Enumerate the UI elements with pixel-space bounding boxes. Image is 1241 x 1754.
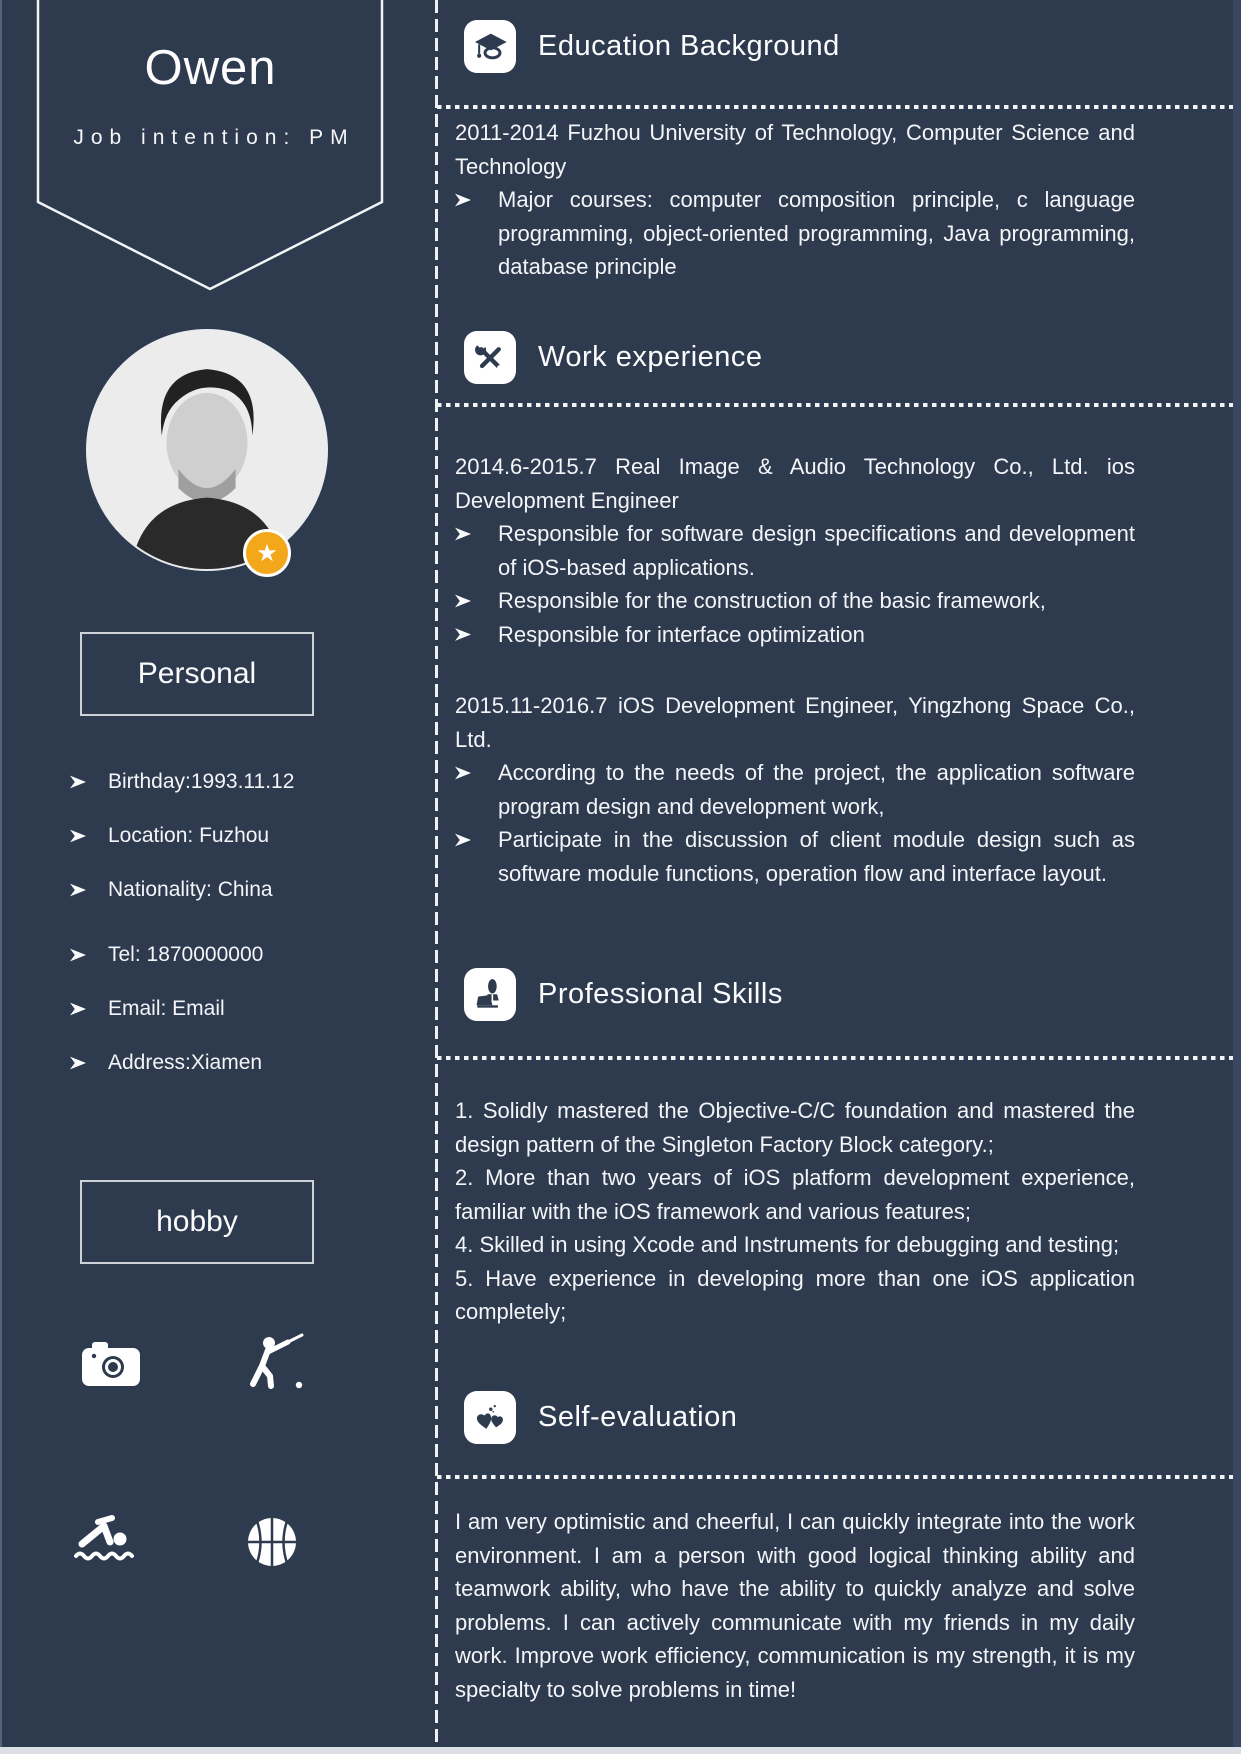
section-header-skills (464, 968, 783, 1021)
list-item-email: Email: Email (70, 993, 410, 1025)
page-left-edge (0, 0, 2, 1754)
basketball-icon (246, 1516, 298, 1568)
list-item-address: Address:Xiamen (70, 1047, 410, 1079)
portrait-image (88, 331, 326, 569)
dotted-divider (437, 105, 1241, 109)
arrow-bullet-icon (70, 1001, 86, 1017)
dotted-divider (437, 403, 1241, 407)
section-title: Education Background (538, 30, 840, 62)
list-item-tel: Tel: 1870000000 (70, 939, 410, 971)
person-name: Owen (144, 41, 277, 95)
job-bullet: Participate in the discussion of client module design such as software module functions, operation flow and interface layout. (455, 823, 1135, 890)
self-evaluation-paragraph: I am very optimistic and cheerful, I can quickly integrate into the work environment. I am a person with good logical thinking ability and teamwork ability, who have the ability to quickly analyze and solve problems. I can actively communicate with my friends in my daily work. Improve work efficiency, communication is my strength, it is my specialty to solve problems in time! (455, 1509, 1135, 1702)
hearts-icon (464, 1391, 516, 1444)
section-header-education (464, 20, 840, 73)
arrow-bullet-icon (70, 774, 86, 790)
section-header-work (464, 331, 763, 384)
job-heading: 2015.11-2016.7 iOS Development Engineer, Yingzhong Space Co., Ltd. (455, 693, 1135, 752)
education-content (455, 116, 1135, 284)
dotted-divider (437, 1056, 1241, 1060)
work-content (455, 450, 1135, 890)
arrow-bullet-icon (455, 526, 471, 542)
dotted-divider (437, 1475, 1241, 1479)
arrow-bullet-icon (455, 627, 471, 643)
list-item-location: Location: Fuzhou (70, 820, 410, 852)
section-header-self-evaluation (464, 1391, 737, 1444)
job-intention: Job intention: PM (73, 126, 355, 149)
list-item-birthday: Birthday:1993.11.12 (70, 766, 410, 798)
education-degree: 2011-2014 Fuzhou University of Technology, Computer Science and Technology (455, 120, 1135, 179)
job-bullet: Responsible for interface optimization (455, 618, 1135, 652)
job-bullet: Responsible for the construction of the basic framework, (455, 584, 1135, 618)
skill-item: 4. Skilled in using Xcode and Instruments for debugging and testing; (455, 1232, 1120, 1257)
camera-icon (82, 1340, 140, 1386)
graduation-cap-icon (464, 20, 516, 73)
vertical-dashed-divider (435, 0, 438, 1747)
skill-item: 5. Have experience in developing more than one iOS application completely; (455, 1265, 1135, 1324)
personal-list (70, 766, 410, 1101)
sidebar (0, 0, 437, 1754)
job-heading: 2014.6-2015.7 Real Image & Audio Technology Co., Ltd. ios Development Engineer (455, 454, 1135, 513)
arrow-bullet-icon (70, 882, 86, 898)
section-title: Work experience (538, 341, 763, 373)
presenter-icon (464, 968, 516, 1021)
skill-item: 2. More than two years of iOS platform development experience, familiar with the iOS framework and various features; (455, 1165, 1135, 1224)
swimming-icon (74, 1514, 138, 1564)
page-right-edge (1233, 0, 1241, 1754)
arrow-bullet-icon (70, 828, 86, 844)
hobby-section-title: hobby (80, 1180, 314, 1264)
star-icon: ★ (256, 539, 278, 567)
section-title: Self-evaluation (538, 1401, 738, 1433)
education-bullet: Major courses: computer composition principle, c language programming, object-oriented programming, Java programming, database principle (455, 183, 1135, 284)
star-badge (243, 529, 291, 577)
section-title: Professional Skills (538, 978, 783, 1010)
profile-photo (86, 329, 328, 571)
golf-icon (244, 1332, 306, 1392)
job-bullet: Responsible for software design specifications and development of iOS-based applications. (455, 517, 1135, 584)
personal-section-title: Personal (80, 632, 314, 716)
arrow-bullet-icon (455, 765, 471, 781)
arrow-bullet-icon (455, 192, 471, 208)
page-bottom-edge (0, 1747, 1241, 1754)
skills-content (455, 1094, 1135, 1346)
arrow-bullet-icon (70, 1055, 86, 1071)
arrow-bullet-icon (455, 593, 471, 609)
skill-item: 1. Solidly mastered the Objective-C/C foundation and mastered the design pattern of the Singleton Factory Block category.; (455, 1098, 1135, 1157)
arrow-bullet-icon (455, 832, 471, 848)
job-bullet: According to the needs of the project, the application software program design and development work, (455, 756, 1135, 823)
list-item-nationality: Nationality: China (70, 874, 410, 906)
arrow-bullet-icon (70, 947, 86, 963)
self-evaluation-content (455, 1505, 1135, 1706)
crossed-tools-icon (464, 331, 516, 384)
